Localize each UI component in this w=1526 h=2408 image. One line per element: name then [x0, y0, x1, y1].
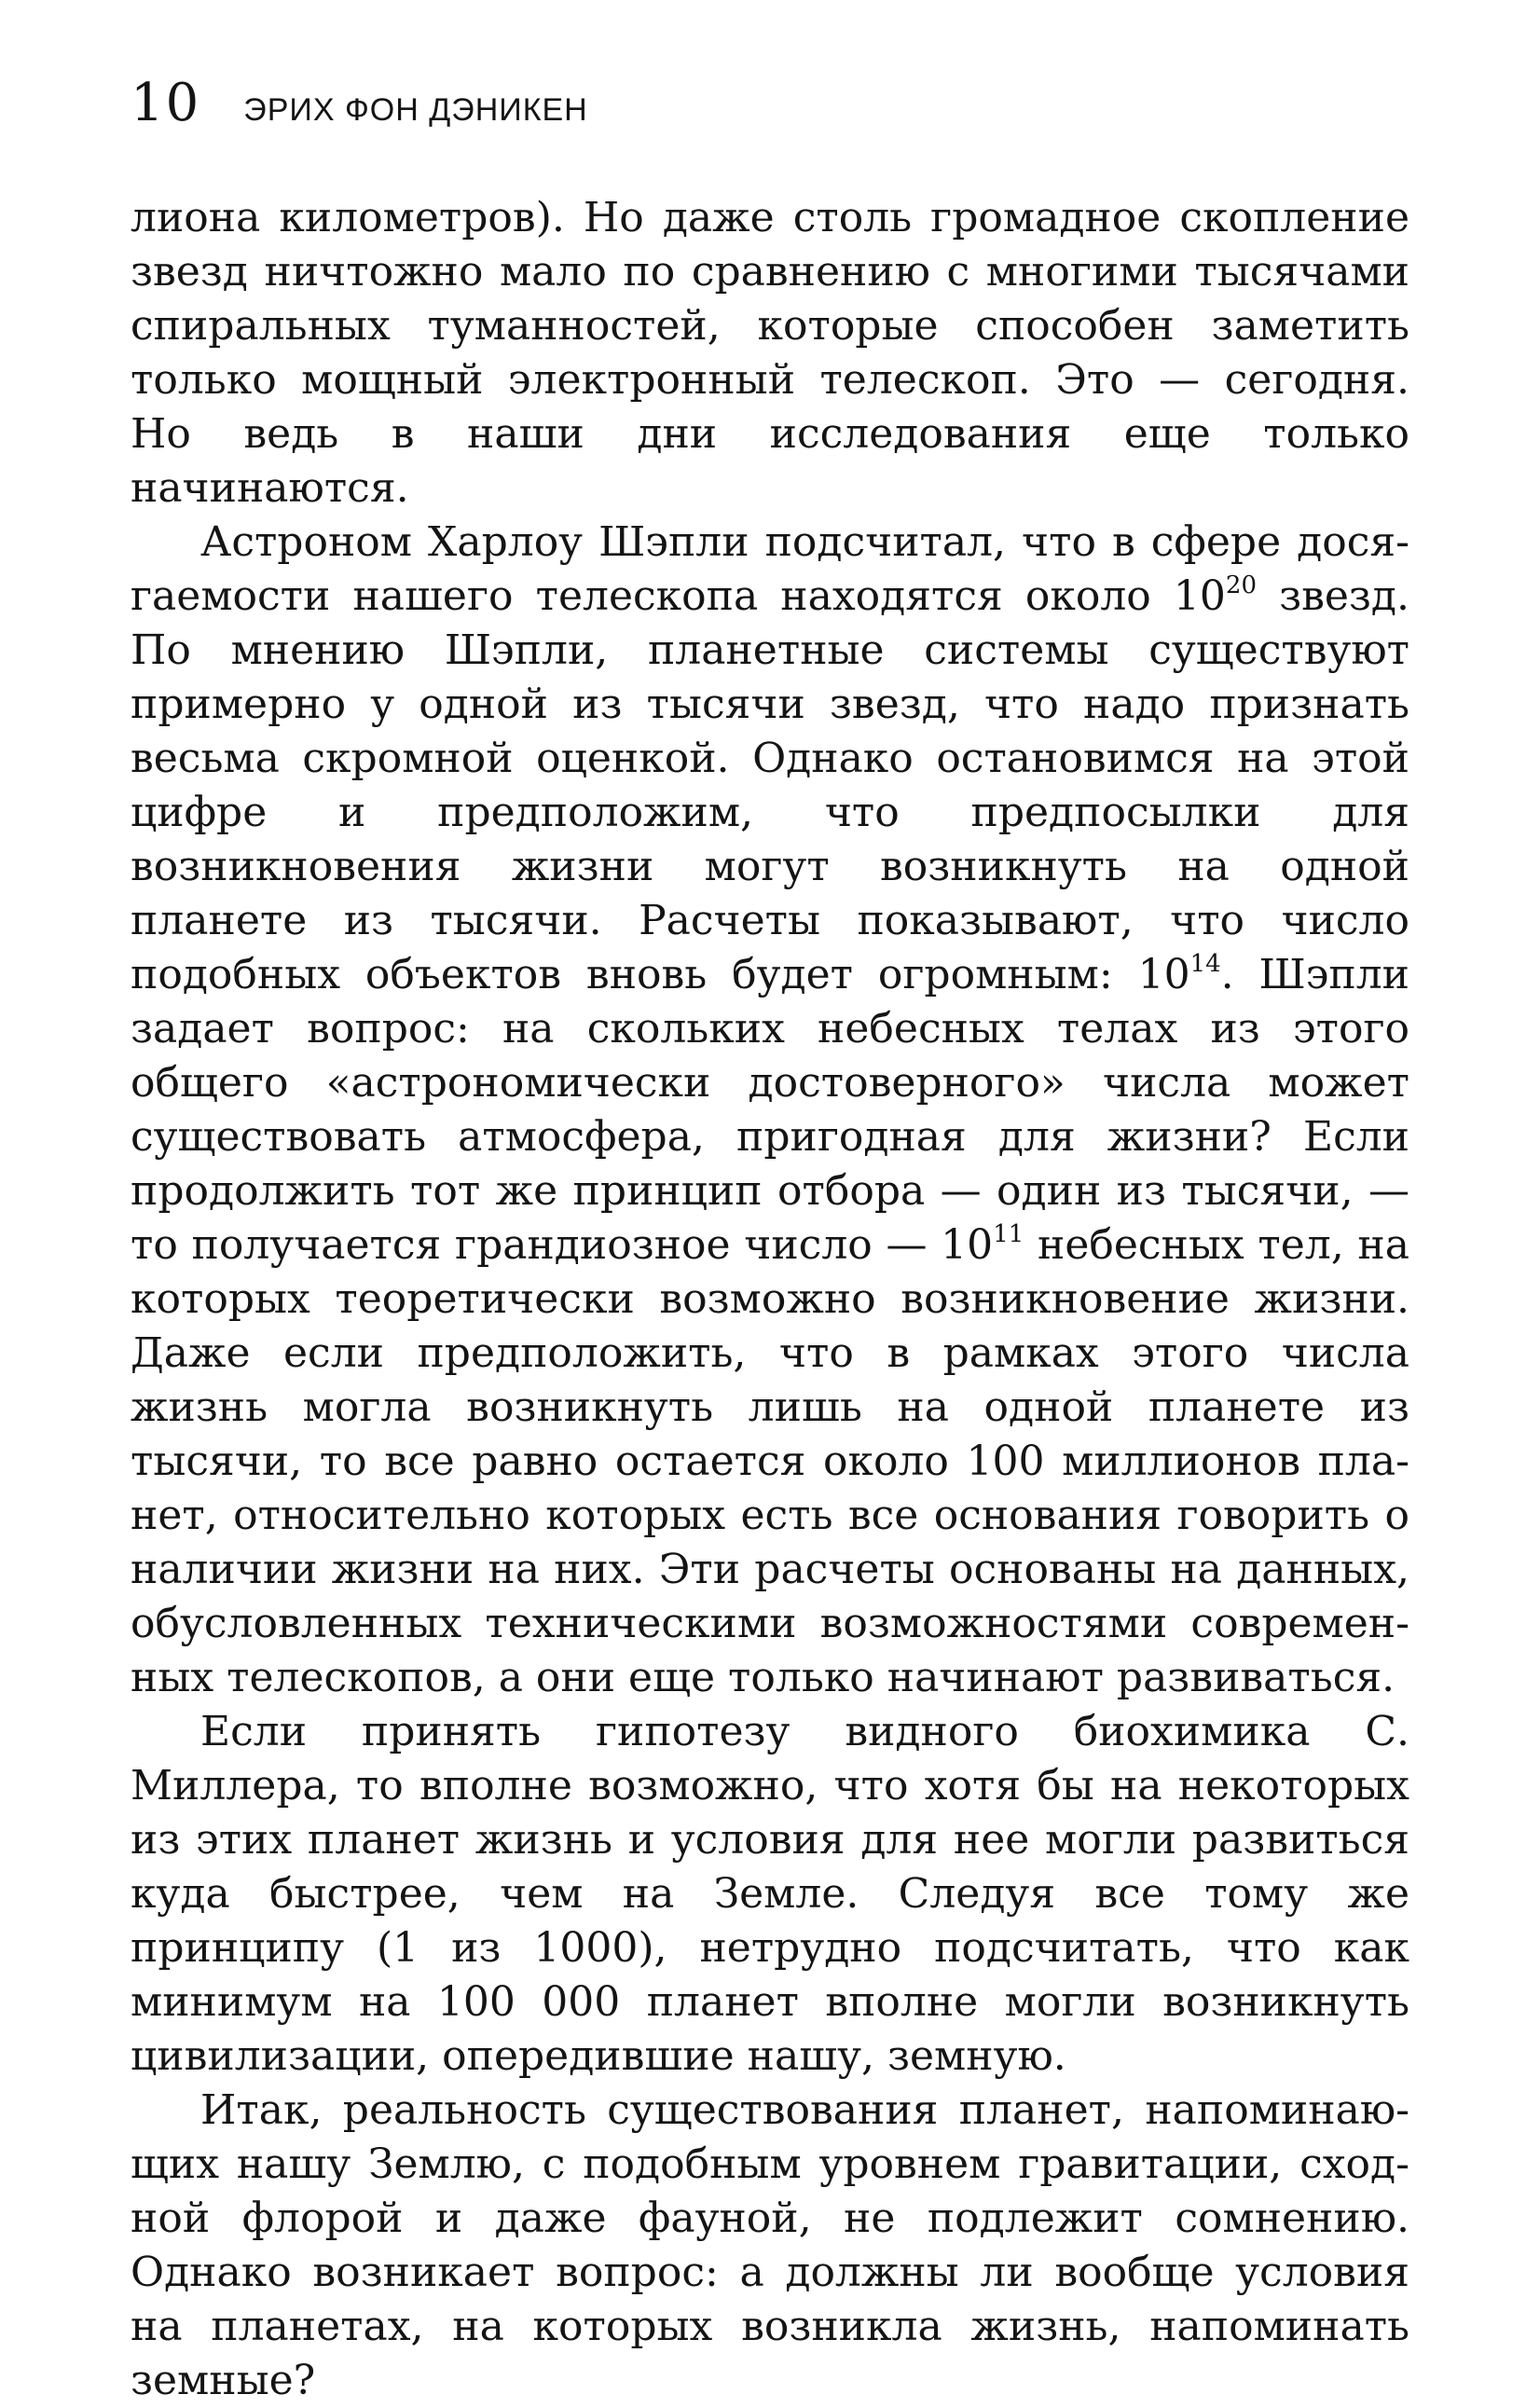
exponent-14: 14	[1189, 950, 1221, 978]
page-number: 10	[131, 73, 201, 133]
paragraph-3: Если принять гипотезу видного биохимика С. Миллера, то вполне возможно, что хотя бы на некоторых из этих планет жизнь и условия для нее могли развиться куда быстрее, чем на Земле. Следуя все тому же принципу (1 из 1000), нетрудно подсчитать, что как минимум на 100 000 планет вполне могли возникнуть цивилизации, опередившие нашу, земную.	[131, 1708, 1409, 2080]
paragraph-4: Итак, реальность существования планет, напоминающих нашу Землю, с подобным уровнем гравитации, сходной флорой и даже фауной, не подлежит сомнению. Однако возникает вопрос: а должны ли вообще условия на планетах, на которых возникла жизнь, напоминать земные?	[131, 2086, 1409, 2404]
paragraph-2-text-2: звезд. По мнению Шэпли, планетные системы существуют примерно у одной из тысячи звезд, что надо признать весьма скромной оценкой. Однако остановимся на этой цифре и предположим, что предпосылки для возникновения жизни могут возникнуть на одной планете из тысячи. Расчеты показывают, что число подобных объектов вновь будет огромным: 10	[131, 572, 1409, 998]
page-header	[131, 73, 588, 147]
exponent-20: 20	[1225, 571, 1257, 599]
paragraph-2	[131, 516, 1409, 1705]
exponent-11: 11	[993, 1220, 1024, 1248]
paragraph-2-text-1: Астроном Харлоу Шэпли подсчитал, что в сфере досягаемости нашего телескопа находятся около 10	[131, 518, 1409, 620]
paragraph-1: лиона километров). Но даже столь громадное скопление звезд ничтожно мало по сравнению с многими тысячами спиральных туманностей, которые способен заметить только мощный электронный телескоп. Это — сегодня. Но ведь в наши дни исследования еще только начинаются.	[131, 194, 1409, 512]
paragraph-2-text-3: . Шэпли задает вопрос: на скольких небесных телах из этого общего «астрономически достоверного» числа может существовать атмосфера, пригодная для жизни? Если продолжить тот же принцип отбора — один из тысячи, — то получается грандиозное число — 10	[131, 951, 1409, 1269]
body-text	[131, 191, 1409, 2408]
paragraph-2-text-4: небесных тел, на которых теоретически возможно возникновение жизни. Даже если предположить, что в рамках этого числа жизнь могла возникнуть лишь на одной планете из тысячи, то все равно остается около 100 миллионов планет, относительно которых есть все основания говорить о наличии жизни на них. Эти расчеты основаны на данных, обусловленных техническими возможностями современных телескопов, а они еще только начинают развиваться.	[131, 1221, 1409, 1701]
running-head: ЭРИХ ФОН ДЭНИКЕН	[243, 92, 588, 128]
